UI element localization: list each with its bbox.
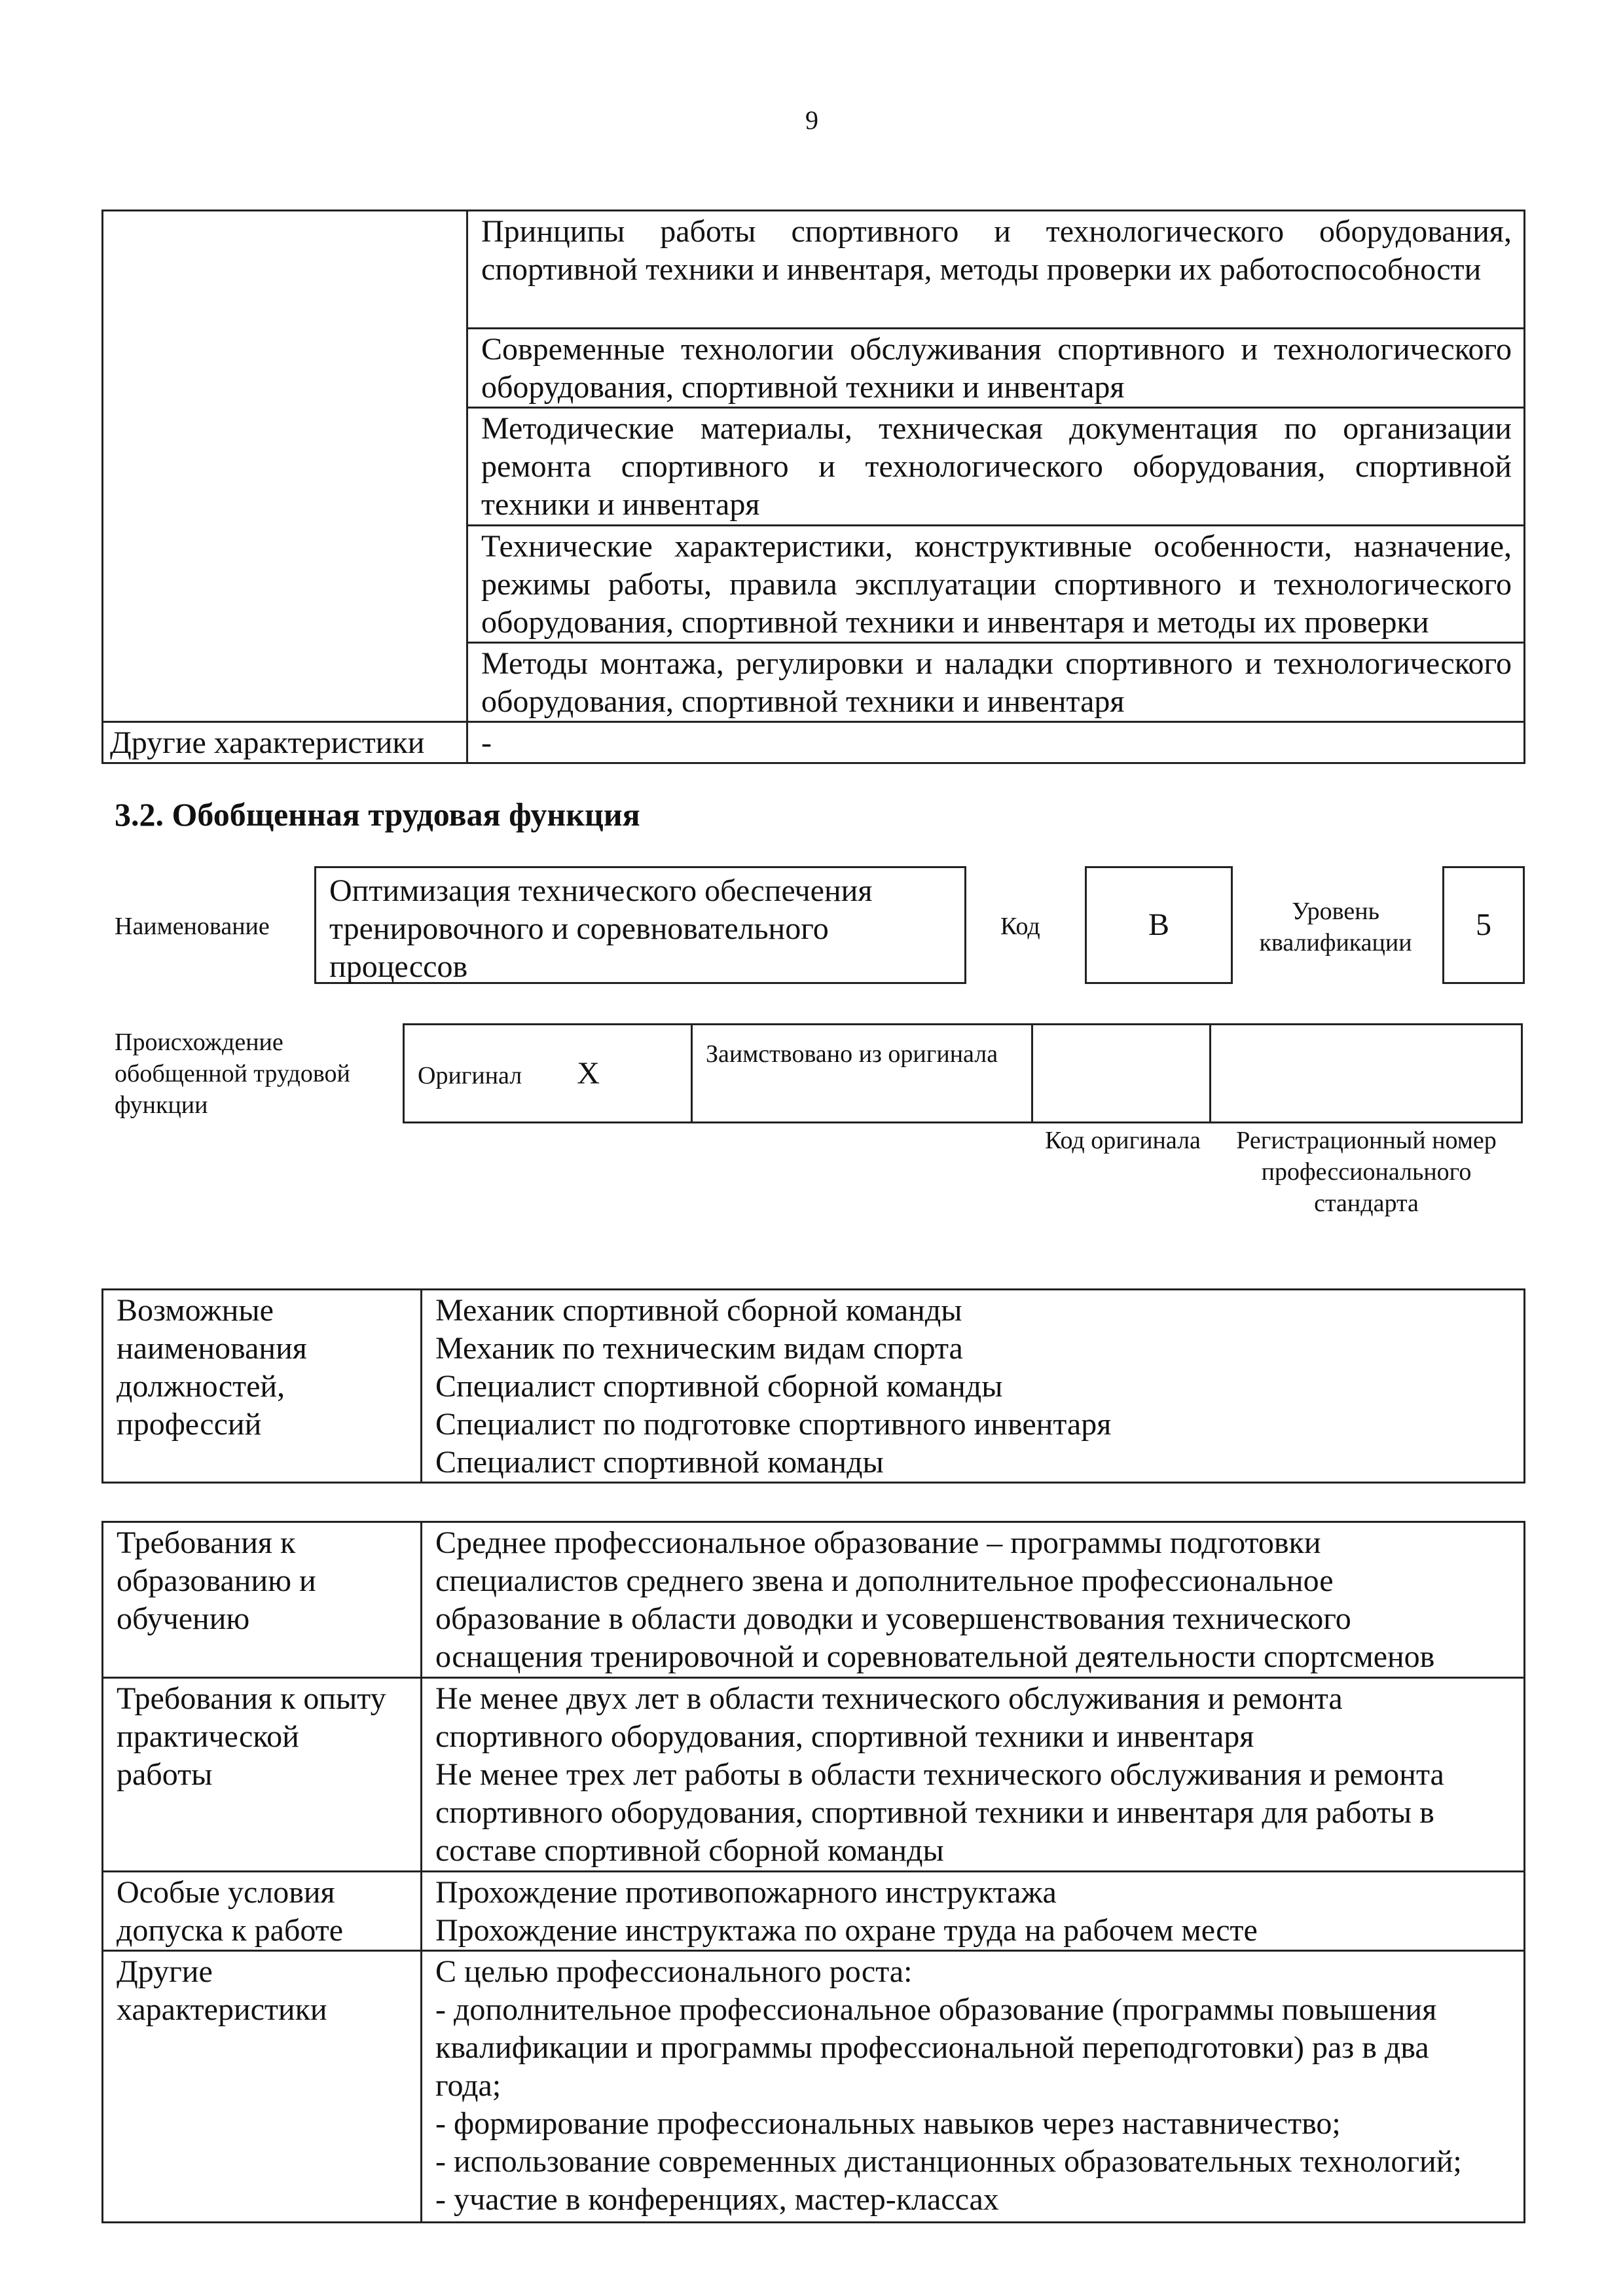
positions-table xyxy=(101,1288,1525,1484)
section-title: 3.2. Обобщенная трудовая функция xyxy=(115,796,640,833)
admission-conditions-value: Прохождение противопожарного инструктажа Прохождение инструктажа по охране труда на рабочем месте xyxy=(422,1872,1525,1951)
position-item: Механик спортивной сборной команды xyxy=(435,1293,962,1328)
knowledge-item: Методы монтажа, регулировки и наладки спортивного и технологического оборудования, спортивной техники и инвентаря xyxy=(467,643,1525,722)
other-characteristics-value: - xyxy=(467,722,1525,763)
page-number: 9 xyxy=(805,105,818,135)
original-code-cell xyxy=(1032,1025,1211,1123)
origin-table xyxy=(403,1023,1523,1123)
knowledge-item: Принципы работы спортивного и технологического оборудования, спортивной техники и инвентаря, методы проверки их работоспособности xyxy=(467,211,1525,329)
borrowed-label: Заимствовано из оригинала xyxy=(706,1040,998,1068)
name-label: Наименование xyxy=(115,913,270,940)
empty-label-cell xyxy=(103,211,467,722)
origin-label: Происхождение обобщенной трудовой функции xyxy=(115,1029,350,1119)
level-value-box xyxy=(1442,866,1525,984)
experience-requirements-value: Не менее двух лет в области технического обслуживания и ремонта спортивного оборудования, спортивной техники и инвентаря Не менее трех лет работы в области технического обслуживания и ремонта спортивного оборудования, спортивной техники и инвентаря для работы в составе спортивной сборной команды xyxy=(422,1678,1525,1872)
name-value: Оптимизация технического обеспечения тренировочного и соревновательного процессов xyxy=(329,873,873,984)
borrowed-cell xyxy=(692,1025,1032,1123)
admission-conditions-label: Особые условия допуска к работе xyxy=(103,1872,422,1951)
level-value: 5 xyxy=(1476,907,1491,942)
original-mark: X xyxy=(577,1056,600,1091)
position-item: Механик по техническим видам спорта xyxy=(435,1331,963,1366)
positions-label: Возможные наименования должностей, профессий xyxy=(103,1290,422,1483)
education-requirements-label: Требования к образованию и обучению xyxy=(103,1522,422,1678)
requirements-table xyxy=(101,1521,1525,2223)
code-caption: Код оригинала xyxy=(1045,1127,1201,1154)
education-requirements-value: Среднее профессиональное образование – программы подготовки специалистов среднего звена и дополнительное профессиональное образование в области доводки и усовершенствования технического оснащения тренировочной и соревновательной деятельности спортсменов xyxy=(422,1522,1525,1678)
code-value-box xyxy=(1085,866,1233,984)
level-label: Уровень квалификации xyxy=(1259,898,1412,957)
other-characteristics-label: Другие характеристики xyxy=(103,722,467,763)
code-value: B xyxy=(1148,907,1169,942)
original-cell xyxy=(404,1025,692,1123)
registration-number-cell xyxy=(1211,1025,1522,1123)
knowledge-table xyxy=(101,210,1525,764)
code-label: Код xyxy=(1000,913,1040,940)
experience-requirements-label: Требования к опыту практической работы xyxy=(103,1678,422,1872)
knowledge-item: Технические характеристики, конструктивные особенности, назначение, режимы работы, правила эксплуатации спортивного и технологического оборудования, спортивной техники и инвентаря и методы их проверки xyxy=(467,526,1525,643)
position-item: Специалист спортивной сборной команды xyxy=(435,1369,1003,1404)
name-value-box xyxy=(314,866,966,984)
other-characteristics-value: С целью профессионального роста: - дополнительное профессиональное образование (программы повышения квалификации и программы профессиональной переподготовки) раз в два года; - формирование профессиональных навыков через наставничество; - использование современных дистанционных образовательных технологий; - участие в конференциях, мастер-классах xyxy=(422,1951,1525,2223)
original-label: Оригинал xyxy=(418,1062,522,1089)
registration-caption: Регистрационный номер профессионального стандарта xyxy=(1236,1127,1497,1217)
knowledge-item: Современные технологии обслуживания спортивного и технологического оборудования, спортивной техники и инвентаря xyxy=(467,329,1525,408)
position-item: Специалист по подготовке спортивного инвентаря xyxy=(435,1407,1112,1442)
knowledge-item: Методические материалы, техническая документация по организации ремонта спортивного и технологического оборудования, спортивной техники и инвентаря xyxy=(467,408,1525,526)
other-characteristics-label: Другие характеристики xyxy=(103,1951,422,2223)
positions-list xyxy=(422,1290,1525,1483)
position-item: Специалист спортивной команды xyxy=(435,1445,884,1480)
